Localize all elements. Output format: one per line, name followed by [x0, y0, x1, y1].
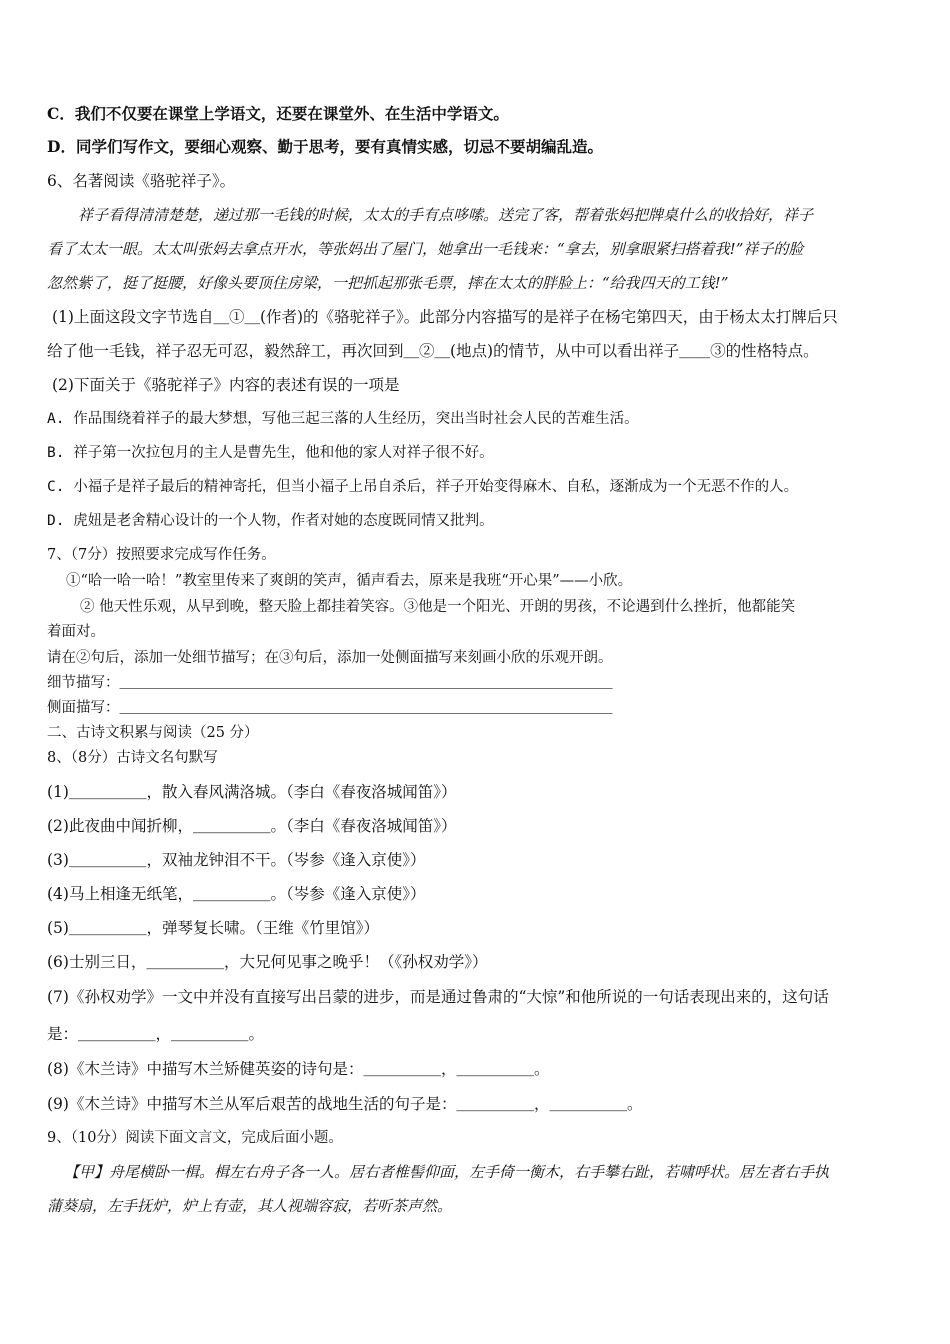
- poem-item-8: (8)《木兰诗》中描写木兰矫健英姿的诗句是：＿＿＿＿＿，＿＿＿＿＿。: [47, 1060, 550, 1078]
- question-6-2: (2)下面关于《骆驼祥子》内容的表述有误的一项是: [52, 376, 400, 394]
- question-8-title: 8、（8分）古诗文名句默写: [47, 750, 218, 766]
- question-9-title: 9、（10分）阅读下面文言文，完成后面小题。: [47, 1130, 343, 1146]
- poem-item-1: (1)＿＿＿＿＿，散入春风满洛城。（李白《春夜洛城闻笛》）: [47, 783, 457, 801]
- classical-passage: 蒲葵扇，左手抚炉，炉上有壶，其人视端容寂，若听茶声然。: [47, 1197, 453, 1215]
- option-c: C．我们不仅要在课堂上学语文，还要在课堂外、在生活中学语文。: [47, 104, 509, 123]
- choice-d: D. 虎妞是老舍精心设计的一个人物，作者对她的态度既同情又批判。: [47, 513, 494, 529]
- question-6-title: 6、名著阅读《骆驼祥子》。: [47, 172, 236, 190]
- choice-a: A. 作品围绕着祥子的最大梦想，写他三起三落的人生经历，突出当时社会人民的苦难生活。: [47, 411, 639, 427]
- section-2-title: 二、古诗文积累与阅读（25 分）: [47, 725, 259, 741]
- poem-item-5: (5)＿＿＿＿＿，弹琴复长啸。（王维《竹里馆》）: [47, 919, 379, 937]
- choice-b: B. 祥子第一次拉包月的主人是曹先生，他和他的家人对祥子很不好。: [47, 445, 494, 461]
- poem-item-3: (3)＿＿＿＿＿，双袖龙钟泪不干。（岑参《逢入京使》）: [47, 851, 426, 869]
- question-7-text: ①“哈一哈一哈！”教室里传来了爽朗的笑声，循声看去，原来是我班“开心果”——小欣。: [66, 573, 633, 589]
- question-7-title: 7、（7分）按照要求完成写作任务。: [47, 547, 276, 563]
- poem-item-9: (9)《木兰诗》中描写木兰从军后艰苦的战地生活的句子是：＿＿＿＿＿，＿＿＿＿＿。: [47, 1095, 643, 1113]
- classical-passage: 【甲】舟尾横卧一楫。楫左右舟子各一人。居右者椎髻仰面，左手倚一衡木，右手攀右趾，若啸呼状。居左者右手执: [64, 1163, 830, 1181]
- poem-item-7-cont: 是：＿＿＿＿＿，＿＿＿＿＿。: [47, 1025, 265, 1043]
- poem-item-7: (7)《孙权劝学》一文中并没有直接写出吕蒙的进步，而是通过鲁肃的“大惊”和他所说的一句话表现出来的，这句话: [47, 988, 829, 1006]
- choice-c: C. 小福子是祥子最后的精神寄托，但当小福子上吊自杀后，祥子开始变得麻木、自私，逐渐成为一个无恶不作的人。: [47, 479, 799, 495]
- question-6-1: (1)上面这段文字节选自＿①＿(作者)的《骆驼祥子》。此部分内容描写的是祥子在杨宅第四天，由于杨太太打牌后只: [52, 308, 838, 326]
- poem-item-6: (6)士别三日，＿＿＿＿＿，大兄何见事之晚乎！（《孙权劝学》）: [47, 953, 488, 971]
- option-d: D．同学们写作文，要细心观察、勤于思考，要有真情实感，切忌不要胡编乱造。: [47, 137, 603, 156]
- poem-item-4: (4)马上相逢无纸笔，＿＿＿＿＿。（岑参《逢入京使》）: [47, 885, 426, 903]
- detail-answer-line: 细节描写：＿＿＿＿＿＿＿＿＿＿＿＿＿＿＿＿＿＿＿＿＿＿＿＿＿＿＿＿＿＿＿＿＿＿: [47, 675, 613, 691]
- side-answer-line: 侧面描写：＿＿＿＿＿＿＿＿＿＿＿＿＿＿＿＿＿＿＿＿＿＿＿＿＿＿＿＿＿＿＿＿＿＿: [47, 700, 613, 716]
- passage-line: 忽然紫了，挺了挺腰，好像头要顶住房梁，一把抓起那张毛票，摔在太太的胖脸上：“给我四天的工钱!”: [47, 274, 729, 292]
- question-7-text: ② 他天性乐观，从早到晚，整天脸上都挂着笑容。③他是一个阳光、开朗的男孩，不论遇到什么挫折，他都能笑: [80, 599, 796, 615]
- question-7-instruction: 请在②句后，添加一处细节描写；在③句后，添加一处侧面描写来刻画小欣的乐观开朗。: [47, 650, 613, 666]
- question-7-text: 着面对。: [47, 624, 105, 640]
- poem-item-2: (2)此夜曲中闻折柳，＿＿＿＿＿。（李白《春夜洛城闻笛》）: [47, 817, 457, 835]
- passage-line: 看了太太一眼。太太叫张妈去拿点开水，等张妈出了屋门，她拿出一毛钱来：“拿去，别拿眼紧扫搭着我!”祥子的脸: [47, 240, 804, 258]
- question-6-1-cont: 给了他一毛钱，祥子忍无可忍，毅然辞工，再次回到＿②＿(地点)的情节，从中可以看出祥子＿＿③的性格特点。: [47, 342, 819, 360]
- passage-line: 祥子看得清清楚楚，递过那一毛钱的时候，太太的手有点哆嗦。送完了客，帮着张妈把牌桌什么的收拾好，祥子: [78, 206, 814, 224]
